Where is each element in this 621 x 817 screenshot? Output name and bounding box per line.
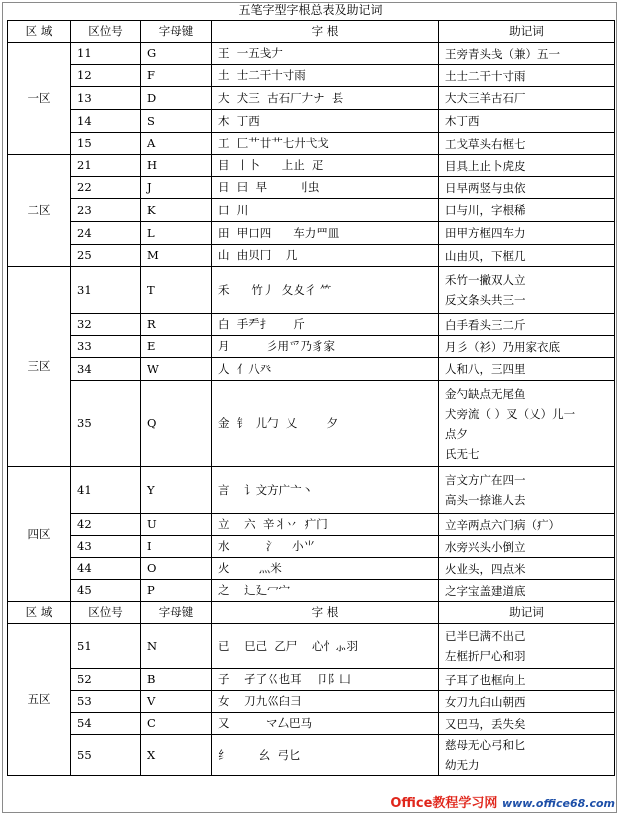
code-cell: 54 bbox=[71, 713, 141, 735]
code-cell: 12 bbox=[71, 65, 141, 87]
mnemonic-line: 人和八，三四里 bbox=[445, 362, 526, 376]
mnemonic-line: 子耳了也框向上 bbox=[445, 672, 526, 687]
mnemonic-line: 水旁兴头小倒立 bbox=[445, 539, 526, 554]
mnemonic-line: 左框折尸心和羽 bbox=[445, 649, 526, 663]
table-row bbox=[8, 558, 615, 580]
zone-cell: 四区 bbox=[8, 467, 71, 602]
mnemonic-cell bbox=[439, 336, 615, 358]
mnemonic-line: 慈母无心弓和匕 bbox=[445, 738, 526, 752]
table-row bbox=[8, 536, 615, 558]
roots-cell: 山 由贝冂 几 bbox=[212, 245, 439, 267]
mnemonic-cell bbox=[439, 536, 615, 558]
mnemonic-line: 白手看头三二斤 bbox=[445, 317, 526, 332]
key-cell: X bbox=[141, 735, 212, 776]
code-cell: 44 bbox=[71, 558, 141, 580]
mnemonic-line: 目具上止卜虎皮 bbox=[445, 158, 526, 173]
key-cell: D bbox=[141, 87, 212, 110]
key-cell: A bbox=[141, 133, 212, 155]
code-cell: 23 bbox=[71, 199, 141, 222]
code-cell: 55 bbox=[71, 735, 141, 776]
roots-cell: 工 匚艹廿艹七廾弋戈 bbox=[212, 133, 439, 155]
key-cell: S bbox=[141, 110, 212, 133]
key-cell: V bbox=[141, 691, 212, 713]
roots-cell: 月 彡用爫乃豸家 bbox=[212, 336, 439, 358]
table-row bbox=[8, 133, 615, 155]
code-cell: 34 bbox=[71, 358, 141, 381]
table-row bbox=[8, 314, 615, 336]
key-cell: B bbox=[141, 669, 212, 691]
code-cell: 15 bbox=[71, 133, 141, 155]
mnemonic-line: 木丁西 bbox=[445, 114, 480, 128]
mnemonic-cell bbox=[439, 267, 615, 314]
table-row bbox=[8, 580, 615, 602]
table-row bbox=[8, 222, 615, 245]
key-cell: I bbox=[141, 536, 212, 558]
header-key: 字母键 bbox=[141, 21, 212, 43]
mnemonic-line: 月彡（衫）乃用家衣底 bbox=[445, 339, 560, 354]
table-row bbox=[8, 336, 615, 358]
mnemonic-cell bbox=[439, 222, 615, 245]
mnemonic-cell bbox=[439, 713, 615, 735]
roots-cell: 已 巳己 乙尸 心忄⺗羽 bbox=[212, 624, 439, 669]
code-cell: 25 bbox=[71, 245, 141, 267]
mnemonic-line: 工戈草头右框七 bbox=[445, 136, 526, 151]
mnemonic-line: 又巴马，丢失矣 bbox=[445, 716, 526, 731]
mnemonic-cell bbox=[439, 43, 615, 65]
mnemonic-line: 氏无七 bbox=[445, 446, 480, 461]
header-mnemonic: 助记词 bbox=[439, 602, 615, 624]
watermark-brand: Office教程学习网 bbox=[390, 796, 498, 811]
mnemonic-cell bbox=[439, 514, 615, 536]
mnemonic-cell bbox=[439, 155, 615, 177]
mnemonic-cell bbox=[439, 558, 615, 580]
code-cell: 21 bbox=[71, 155, 141, 177]
mnemonic-cell bbox=[439, 735, 615, 776]
key-cell: F bbox=[141, 65, 212, 87]
mnemonic-cell bbox=[439, 133, 615, 155]
header-roots: 字 根 bbox=[212, 21, 439, 43]
mnemonic-line: 已半巳满不出己 bbox=[445, 629, 526, 643]
header-row bbox=[8, 602, 615, 624]
wubi-root-table bbox=[7, 20, 615, 776]
roots-cell: 王 一五戋𠂇 bbox=[212, 43, 439, 65]
code-cell: 43 bbox=[71, 536, 141, 558]
table-row bbox=[8, 467, 615, 514]
roots-cell: 子 孑了巜也耳 卩阝凵 bbox=[212, 669, 439, 691]
roots-cell: 火 灬米 bbox=[212, 558, 439, 580]
table-row bbox=[8, 177, 615, 199]
code-cell: 42 bbox=[71, 514, 141, 536]
mnemonic-cell bbox=[439, 624, 615, 669]
table-row bbox=[8, 624, 615, 669]
mnemonic-cell bbox=[439, 580, 615, 602]
roots-cell: 立 六 辛丬丷 疒门 bbox=[212, 514, 439, 536]
roots-cell: 目 丨卜 上止 疋 bbox=[212, 155, 439, 177]
table-row bbox=[8, 245, 615, 267]
key-cell: G bbox=[141, 43, 212, 65]
table-row bbox=[8, 267, 615, 314]
mnemonic-line: 立辛两点六门病（疒） bbox=[445, 517, 560, 532]
roots-cell: 土 士二干十寸雨 bbox=[212, 65, 439, 87]
table-row bbox=[8, 199, 615, 222]
code-cell: 33 bbox=[71, 336, 141, 358]
code-cell: 22 bbox=[71, 177, 141, 199]
roots-cell: 言 讠文方广亠丶 bbox=[212, 467, 439, 514]
mnemonic-line: 高头一捺谁人去 bbox=[445, 493, 526, 507]
table-row bbox=[8, 155, 615, 177]
mnemonic-line: 王旁青头戋（兼）五一 bbox=[445, 46, 560, 61]
mnemonic-line: 之字宝盖建道底 bbox=[445, 583, 526, 598]
header-row bbox=[8, 21, 615, 43]
code-cell: 53 bbox=[71, 691, 141, 713]
mnemonic-line: 反文条头共三一 bbox=[445, 293, 526, 307]
header-mnemonic: 助记词 bbox=[439, 21, 615, 43]
mnemonic-cell bbox=[439, 177, 615, 199]
code-cell: 14 bbox=[71, 110, 141, 133]
mnemonic-line: 女刀九臼山朝西 bbox=[445, 694, 526, 709]
key-cell: C bbox=[141, 713, 212, 735]
watermark-url: www.office68.com bbox=[501, 797, 615, 810]
roots-cell: 白 手龵扌 斤 bbox=[212, 314, 439, 336]
header-key: 字母键 bbox=[141, 602, 212, 624]
mnemonic-line: 点夕 bbox=[445, 426, 468, 441]
mnemonic-line: 日早两竖与虫依 bbox=[445, 180, 526, 195]
table-row bbox=[8, 43, 615, 65]
mnemonic-cell bbox=[439, 358, 615, 381]
zone-cell: 三区 bbox=[8, 267, 71, 467]
roots-cell: 田 甲口四 车力罒皿 bbox=[212, 222, 439, 245]
mnemonic-cell bbox=[439, 199, 615, 222]
code-cell: 31 bbox=[71, 267, 141, 314]
roots-cell: 金 钅 儿勹 乂 夕 bbox=[212, 381, 439, 467]
mnemonic-cell bbox=[439, 245, 615, 267]
code-cell: 51 bbox=[71, 624, 141, 669]
key-cell: H bbox=[141, 155, 212, 177]
roots-cell: 纟 幺 弓匕 bbox=[212, 735, 439, 776]
table-row bbox=[8, 669, 615, 691]
table-row bbox=[8, 691, 615, 713]
mnemonic-cell bbox=[439, 314, 615, 336]
mnemonic-line: 禾竹一撇双人立 bbox=[445, 273, 526, 287]
mnemonic-line: 幼无力 bbox=[445, 758, 480, 772]
mnemonic-line: 火业头，四点米 bbox=[445, 561, 526, 576]
header-code: 区位号 bbox=[71, 21, 141, 43]
header-zone: 区 域 bbox=[8, 602, 71, 624]
code-cell: 11 bbox=[71, 43, 141, 65]
key-cell: K bbox=[141, 199, 212, 222]
zone-cell: 一区 bbox=[8, 43, 71, 155]
mnemonic-cell bbox=[439, 467, 615, 514]
roots-cell: 女 刀九巛臼彐 bbox=[212, 691, 439, 713]
roots-cell: 口 川 bbox=[212, 199, 439, 222]
key-cell: M bbox=[141, 245, 212, 267]
code-cell: 45 bbox=[71, 580, 141, 602]
key-cell: T bbox=[141, 267, 212, 314]
mnemonic-line: 山由贝，下框几 bbox=[445, 248, 526, 263]
table-body bbox=[8, 21, 615, 776]
table-row bbox=[8, 514, 615, 536]
key-cell: W bbox=[141, 358, 212, 381]
mnemonic-line: 金勺缺点无尾鱼 bbox=[445, 386, 526, 401]
mnemonic-line: 土士二干十寸雨 bbox=[445, 68, 526, 83]
header-roots: 字 根 bbox=[212, 602, 439, 624]
code-cell: 32 bbox=[71, 314, 141, 336]
table-row bbox=[8, 713, 615, 735]
roots-cell: 人 亻八癶 bbox=[212, 358, 439, 381]
code-cell: 35 bbox=[71, 381, 141, 467]
table-row bbox=[8, 65, 615, 87]
key-cell: J bbox=[141, 177, 212, 199]
key-cell: Q bbox=[141, 381, 212, 467]
zone-cell: 二区 bbox=[8, 155, 71, 267]
zone-cell: 五区 bbox=[8, 624, 71, 776]
roots-cell: 又 マ厶巴马 bbox=[212, 713, 439, 735]
mnemonic-cell bbox=[439, 381, 615, 467]
code-cell: 13 bbox=[71, 87, 141, 110]
mnemonic-cell bbox=[439, 87, 615, 110]
mnemonic-line: 犬旁流（ ）叉（乂）儿一 bbox=[445, 406, 576, 421]
mnemonic-line: 田甲方框四车力 bbox=[445, 226, 526, 240]
roots-cell: 之 辶廴冖宀 bbox=[212, 580, 439, 602]
mnemonic-cell bbox=[439, 691, 615, 713]
mnemonic-line: 口与川，字根稀 bbox=[445, 203, 526, 217]
roots-cell: 水 氵 小⺌ bbox=[212, 536, 439, 558]
mnemonic-line: 言文方广在四一 bbox=[445, 473, 526, 487]
table-row bbox=[8, 110, 615, 133]
key-cell: L bbox=[141, 222, 212, 245]
table-row bbox=[8, 735, 615, 776]
key-cell: Y bbox=[141, 467, 212, 514]
mnemonic-cell bbox=[439, 65, 615, 87]
mnemonic-cell bbox=[439, 669, 615, 691]
table-row bbox=[8, 358, 615, 381]
header-zone: 区 域 bbox=[8, 21, 71, 43]
roots-cell: 禾 竹丿 夂夊彳 ⺮ bbox=[212, 267, 439, 314]
key-cell: E bbox=[141, 336, 212, 358]
code-cell: 52 bbox=[71, 669, 141, 691]
mnemonic-line: 大犬三羊古石厂 bbox=[445, 91, 526, 105]
code-cell: 41 bbox=[71, 467, 141, 514]
key-cell: O bbox=[141, 558, 212, 580]
table-row bbox=[8, 87, 615, 110]
header-code: 区位号 bbox=[71, 602, 141, 624]
roots-cell: 木 丁西 bbox=[212, 110, 439, 133]
page-title: 五笔字型字根总表及助记词 bbox=[238, 3, 383, 17]
roots-cell: 日 曰 早 刂虫 bbox=[212, 177, 439, 199]
code-cell: 24 bbox=[71, 222, 141, 245]
key-cell: U bbox=[141, 514, 212, 536]
watermark-logo bbox=[390, 792, 615, 811]
key-cell: P bbox=[141, 580, 212, 602]
key-cell: N bbox=[141, 624, 212, 669]
table-row bbox=[8, 381, 615, 467]
mnemonic-cell bbox=[439, 110, 615, 133]
roots-cell: 大 犬三 古石厂𠂇ナ 镸 bbox=[212, 87, 439, 110]
key-cell: R bbox=[141, 314, 212, 336]
